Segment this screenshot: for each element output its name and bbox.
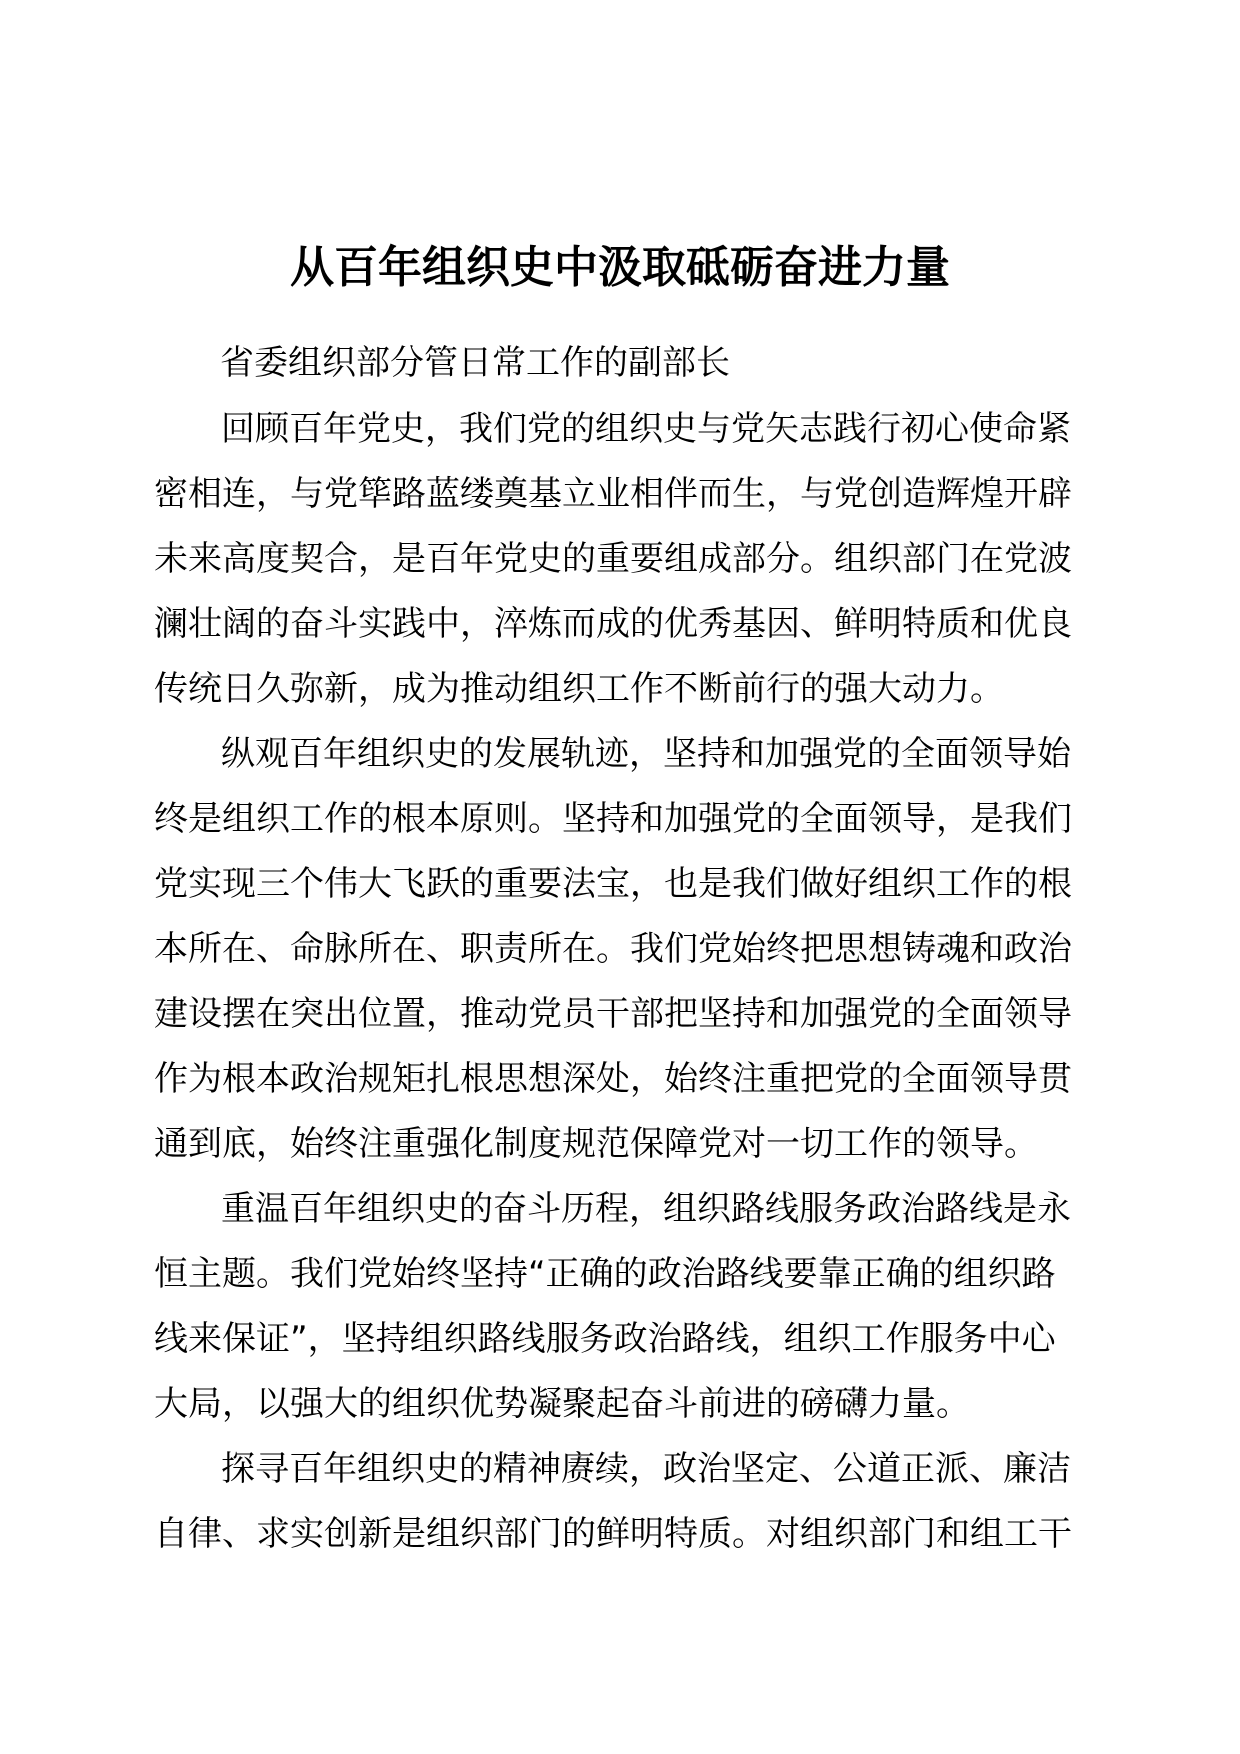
body-text <box>154 397 1094 1567</box>
body-line: 大局，以强大的组织优势凝聚起奋斗前进的磅礴力量。 <box>154 1384 970 1424</box>
body-line: 恒主题。我们党始终坚持“正确的政治路线要靠正确的组织路 <box>154 1254 1056 1294</box>
body-line: 线来保证”，坚持组织路线服务政治路线，组织工作服务中心 <box>154 1319 1056 1359</box>
body-line: 作为根本政治规矩扎根思想深处，始终注重把党的全面领导贯 <box>154 1059 1072 1099</box>
body-line: 未来高度契合，是百年党史的重要组成部分。组织部门在党波 <box>154 539 1072 579</box>
body-line: 建设摆在突出位置，推动党员干部把坚持和加强党的全面领导 <box>154 994 1072 1034</box>
body-line: 终是组织工作的根本原则。坚持和加强党的全面领导，是我们 <box>154 799 1072 839</box>
body-line: 回顾百年党史，我们党的组织史与党矢志践行初心使命紧 <box>221 409 1071 449</box>
document-title: 从百年组织史中汲取砥砺奋进力量 <box>290 242 950 293</box>
author-line: 省委组织部分管日常工作的副部长 <box>220 343 730 383</box>
body-line: 澜壮阔的奋斗实践中，淬炼而成的优秀基因、鲜明特质和优良 <box>154 604 1072 644</box>
body-line: 自律、求实创新是组织部门的鲜明特质。对组织部门和组工干 <box>154 1514 1072 1554</box>
body-line: 重温百年组织史的奋斗历程，组织路线服务政治路线是永 <box>221 1189 1071 1229</box>
body-line: 本所在、命脉所在、职责所在。我们党始终把思想铸魂和政治 <box>154 929 1072 969</box>
body-line: 通到底，始终注重强化制度规范保障党对一切工作的领导。 <box>154 1124 1038 1164</box>
body-line: 党实现三个伟大飞跃的重要法宝，也是我们做好组织工作的根 <box>154 864 1072 904</box>
body-line: 探寻百年组织史的精神赓续，政治坚定、公道正派、廉洁 <box>221 1449 1071 1489</box>
body-line: 传统日久弥新，成为推动组织工作不断前行的强大动力。 <box>154 669 1004 709</box>
body-line: 纵观百年组织史的发展轨迹，坚持和加强党的全面领导始 <box>221 734 1071 774</box>
body-line: 密相连，与党筚路蓝缕奠基立业相伴而生，与党创造辉煌开辟 <box>154 474 1072 514</box>
